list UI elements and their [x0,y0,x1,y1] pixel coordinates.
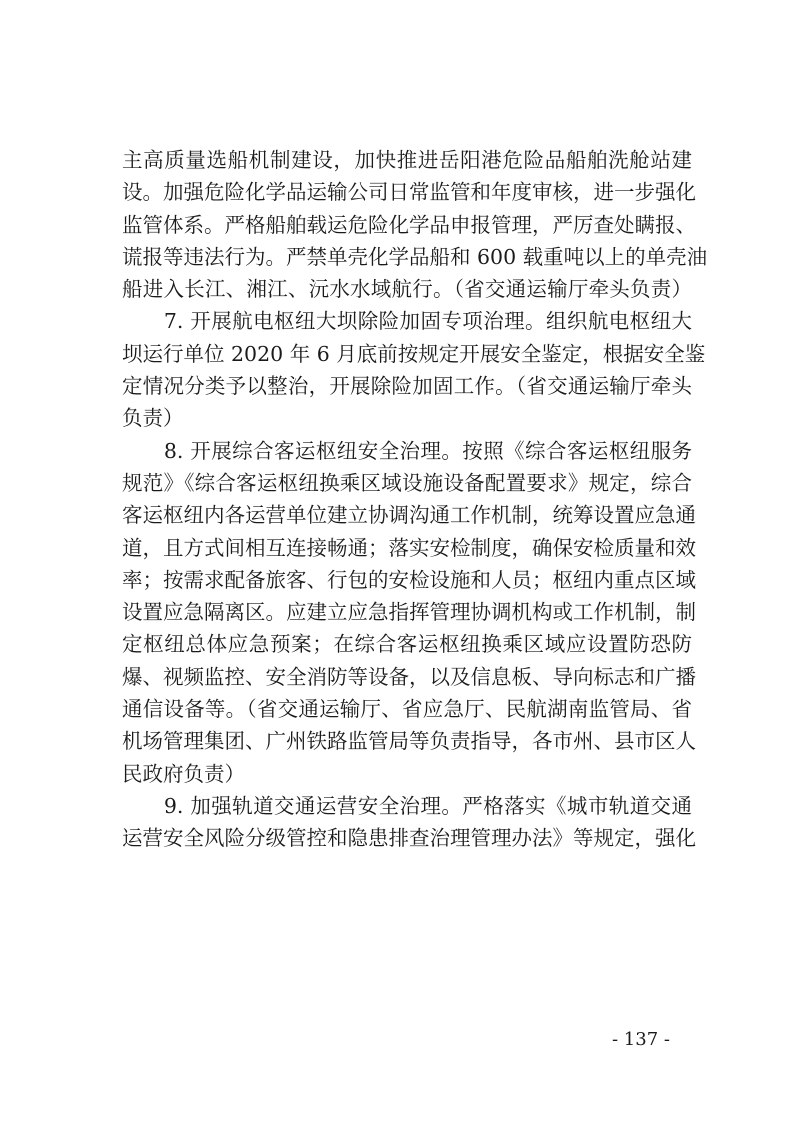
text-line-2: 设。加强危险化学品运输公司日常监管和年度审核，进一步强化 [122,180,696,205]
text-line-13: 道，且方式间相互连接畅通；落实安检制度，确保安检质量和效 [122,535,696,560]
text-line-18: 通信设备等。（省交通运输厅、省应急厅、民航湖南监管局、省 [122,697,692,722]
text-line-11: 规范》《综合客运枢纽换乘区域设施设备配置要求》规定，综合 [122,470,692,495]
text-line-7: 坝运行单位 2020 年 6 月底前按规定开展安全鉴定，根据安全鉴 [122,341,706,366]
text-line-16: 定枢纽总体应急预案；在综合客运枢纽换乘区域应设置防恐防 [122,632,692,657]
text-line-14: 率；按需求配备旅客、行包的安检设施和人员；枢纽内重点区域 [122,567,696,592]
page-number: - 137 - [612,1029,670,1050]
text-line-15: 设置应急隔离区。应建立应急指挥管理协调机构或工作机制，制 [122,600,696,625]
text-line-21: 9. 加强轨道交通运营安全治理。严格落实《城市轨道交通 [122,793,692,818]
text-line-8: 定情况分类予以整治，开展除险加固工作。（省交通运输厅牵头 [122,374,692,399]
text-line-19: 机场管理集团、广州铁路监管局等负责指导，各市州、县市区人 [122,729,696,754]
text-line-9: 负责） [122,406,184,431]
text-line-17: 爆、视频监控、安全消防等设备，以及信息板、导向标志和广播 [122,664,696,689]
text-line-12: 客运枢纽内各运营单位建立协调沟通工作机制，统筹设置应急通 [122,503,696,528]
text-line-10: 8. 开展综合客运枢纽安全治理。按照《综合客运枢纽服务 [122,438,692,463]
text-line-20: 民政府负责） [122,761,245,786]
text-line-5: 船进入长江、湘江、沅水水域航行。（省交通运输厅牵头负责） [122,277,692,302]
text-line-3: 监管体系。严格船舶载运危险化学品申报管理，严厉查处瞒报、 [122,212,696,237]
body-text [122,144,708,855]
text-line-6: 7. 开展航电枢纽大坝除险加固专项治理。组织航电枢纽大 [122,309,692,334]
text-line-1: 主高质量选船机制建设，加快推进岳阳港危险品船舶洗舱站建 [122,148,692,172]
text-line-22: 运营安全风险分级管控和隐患排查治理管理办法》等规定，强化 [122,826,696,851]
text-line-4: 谎报等违法行为。严禁单壳化学品船和 600 载重吨以上的单壳油 [122,244,708,269]
